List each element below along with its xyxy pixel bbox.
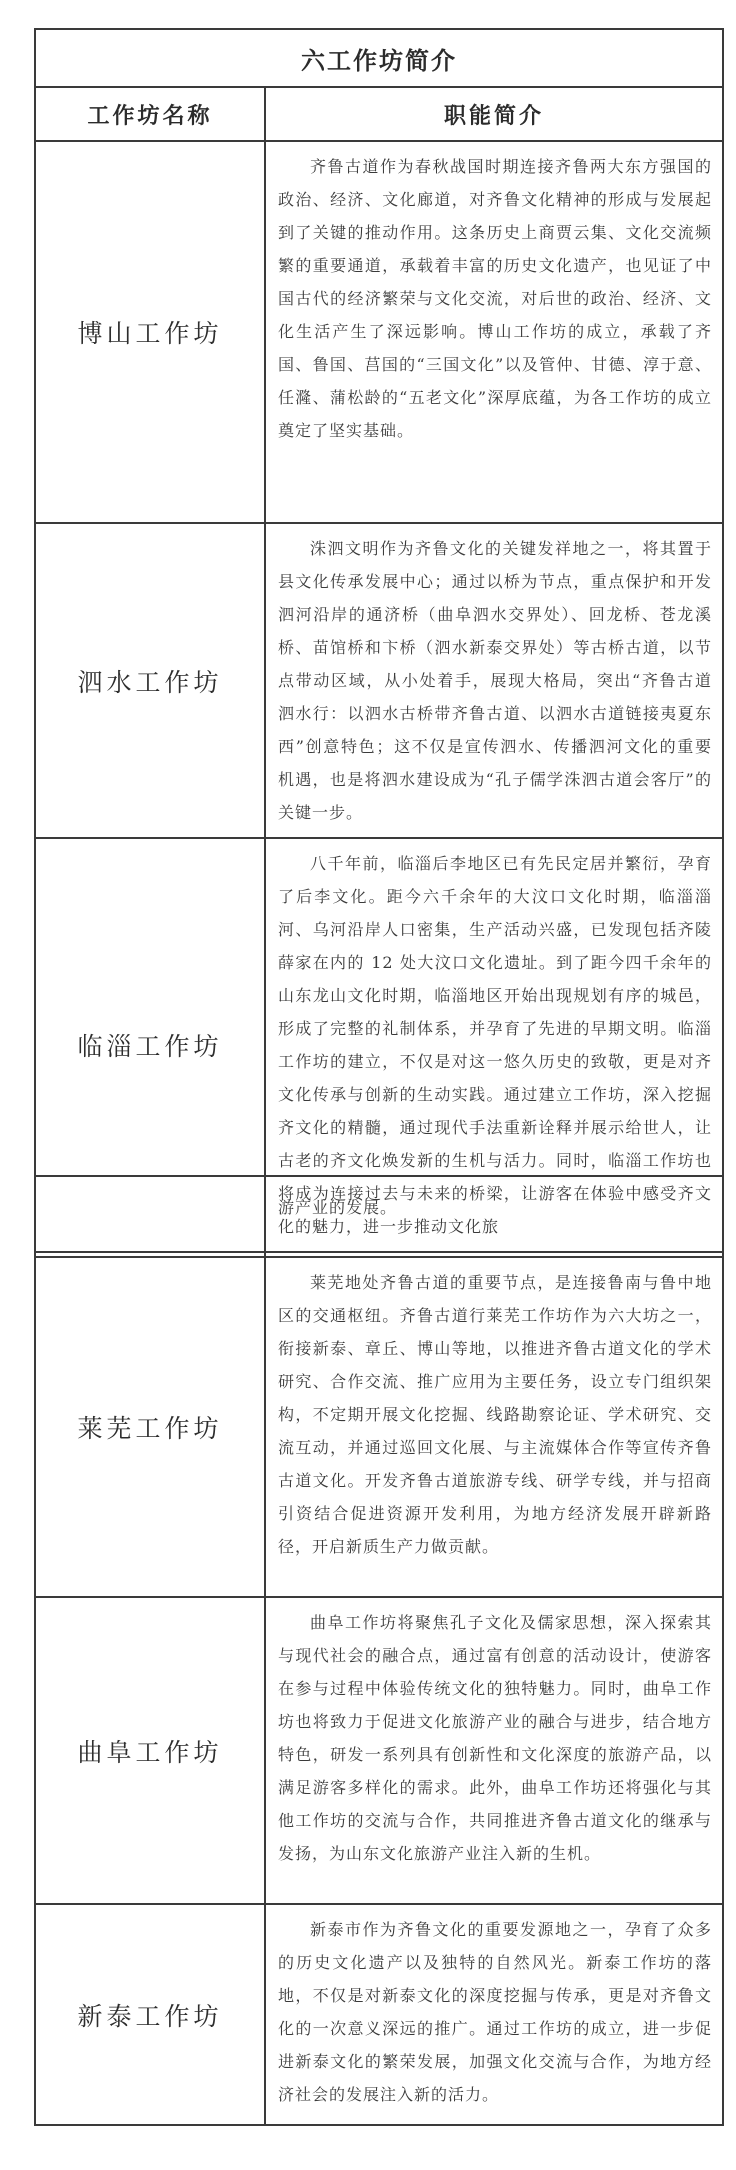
workshop-name-linzi: 临淄工作坊: [35, 838, 265, 1252]
table-row: [35, 1257, 723, 1597]
workshop-desc-sishui: 洙泗文明作为齐鲁文化的关键发祥地之一，将其置于县文化传承发展中心；通过以桥为节点，重点保护和开发泗河沿岸的通济桥（曲阜泗水交界处）、回龙桥、苍龙溪桥、苗馆桥和卞桥（泗水新泰交界处）等古桥古道，以节点带动区域，从小处着手，展现大格局，突出“齐鲁古道泗水行：以泗水古桥带齐鲁古道、以泗水古道链接夷夏东西”创意特色；这不仅是宣传泗水、传播泗河文化的重要机遇，也是将泗水建设成为“孔子儒学洙泗古道会客厅”的关键一步。: [265, 523, 723, 838]
workshop-name-laiwu: 莱芜工作坊: [35, 1257, 265, 1597]
workshop-desc-qufu: 曲阜工作坊将聚焦孔子文化及儒家思想，深入探索其与现代社会的融合点，通过富有创意的活动设计，使游客在参与过程中体验传统文化的独特魅力。同时，曲阜工作坊也将致力于促进文化旅游产业的融合与进步，结合地方特色，研发一系列具有创新性和文化深度的旅游产品，以满足游客多样化的需求。此外，曲阜工作坊还将强化与其他工作坊的交流与合作，共同推进齐鲁古道文化的继承与发扬，为山东文化旅游产业注入新的生机。: [265, 1597, 723, 1904]
workshop-desc-continued: 游产业的发展。: [265, 1176, 723, 1257]
workshop-desc-laiwu: 莱芜地处齐鲁古道的重要节点，是连接鲁南与鲁中地区的交通枢纽。齐鲁古道行莱芜工作坊作为六大坊之一，衔接新泰、章丘、博山等地，以推进齐鲁古道文化的学术研究、合作交流、推广应用为主要任务，设立专门组织架构，不定期开展文化挖掘、线路勘察论证、学术研究、交流互动，并通过巡回文化展、与主流媒体合作等宣传齐鲁古道文化。开发齐鲁古道旅游专线、研学专线，并与招商引资结合促进资源开发利用，为地方经济发展开辟新路径，开启新质生产力做贡献。: [265, 1257, 723, 1597]
workshop-table-part-1: [34, 28, 724, 1253]
header-function-intro: 职能简介: [265, 87, 723, 141]
table-title: 六工作坊简介: [35, 29, 723, 87]
workshop-name-sishui: 泗水工作坊: [35, 523, 265, 838]
workshop-name-continued: [35, 1176, 265, 1257]
table-row: [35, 1176, 723, 1257]
header-workshop-name: 工作坊名称: [35, 87, 265, 141]
workshop-name-xintai: 新泰工作坊: [35, 1904, 265, 2125]
workshop-name-qufu: 曲阜工作坊: [35, 1597, 265, 1904]
workshop-desc-boshan: 齐鲁古道作为春秋战国时期连接齐鲁两大东方强国的政治、经济、文化廊道，对齐鲁文化精神的形成与发展起到了关键的推动作用。这条历史上商贾云集、文化交流频繁的重要通道，承载着丰富的历史文化遗产，也见证了中国古代的经济繁荣与文化交流，对后世的政治、经济、文化生活产生了深远影响。博山工作坊的成立，承载了齐国、鲁国、莒国的“三国文化”以及管仲、甘德、淳于意、任漋、蒲松龄的“五老文化”深厚底蕴，为各工作坊的成立奠定了坚实基础。: [265, 141, 723, 523]
workshop-table-part-2: [34, 1175, 724, 2126]
table-row: [35, 1597, 723, 1904]
workshop-desc-xintai: 新泰市作为齐鲁文化的重要发源地之一，孕育了众多的历史文化遗产以及独特的自然风光。新泰工作坊的落地，不仅是对新泰文化的深度挖掘与传承，更是对齐鲁文化的一次意义深远的推广。通过工作坊的成立，进一步促进新泰文化的繁荣发展，加强文化交流与合作，为地方经济社会的发展注入新的活力。: [265, 1904, 723, 2125]
table-row: [35, 1904, 723, 2125]
workshop-desc-linzi: 八千年前，临淄后李地区已有先民定居并繁衍，孕育了后李文化。距今六千余年的大汶口文化时期，临淄淄河、乌河沿岸人口密集，生产活动兴盛，已发现包括齐陵薛家在内的 12 处大汶口文化遗址。到了距今四千余年的山东龙山文化时期，临淄地区开始出现规划有序的城邑，形成了完整的礼制体系，并孕育了先进的早期文明。临淄工作坊的建立，不仅是对这一悠久历史的致敬，更是对齐文化传承与创新的生动实践。通过建立工作坊，深入挖掘齐文化的精髓，通过现代手法重新诠释并展示给世人，让古老的齐文化焕发新的生机与活力。同时，临淄工作坊也将成为连接过去与未来的桥梁，让游客在体验中感受齐文化的魅力，进一步推动文化旅: [265, 838, 723, 1252]
workshop-name-boshan: 博山工作坊: [35, 141, 265, 523]
table-row: [35, 523, 723, 838]
table-row: [35, 141, 723, 523]
